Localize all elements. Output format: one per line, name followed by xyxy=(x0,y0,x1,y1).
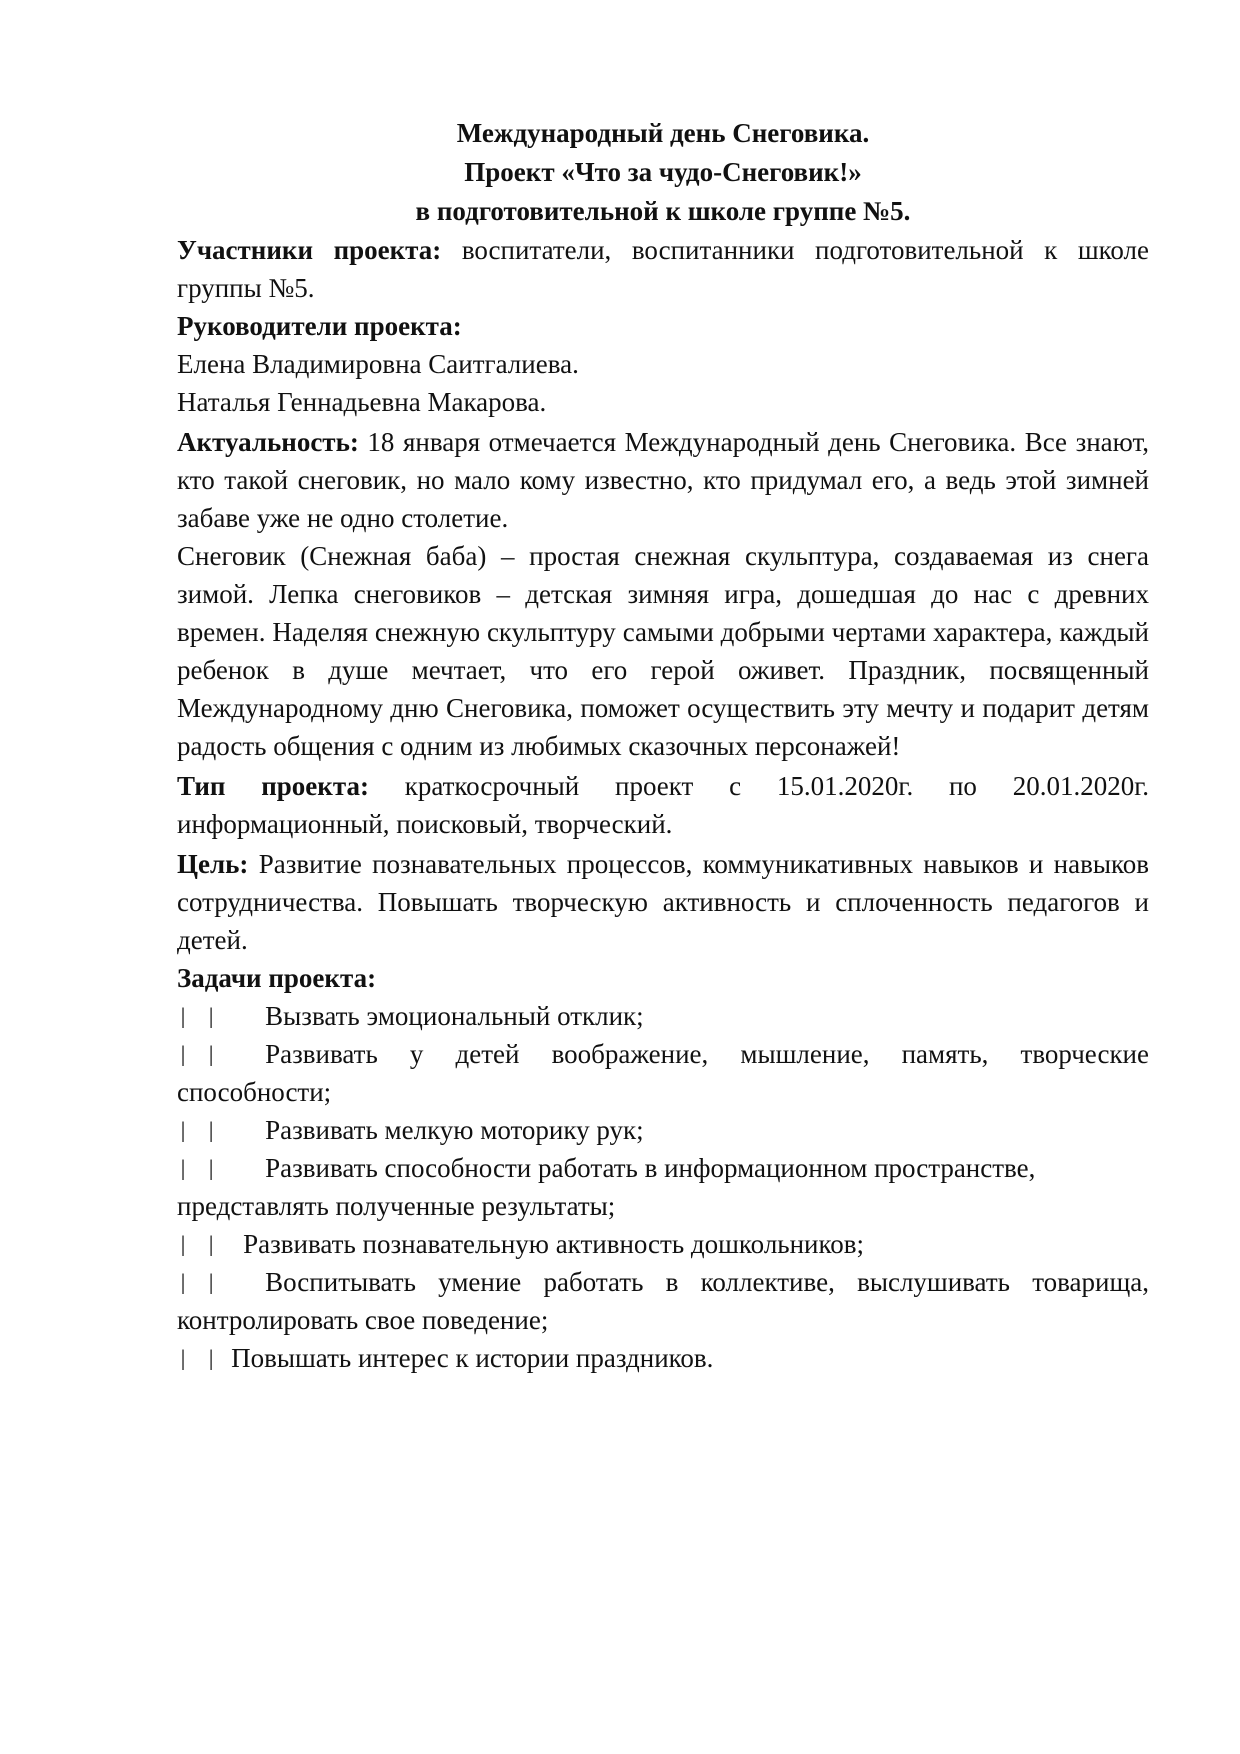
task-text: Развивать познавательную активность дошкольников; xyxy=(243,1229,865,1259)
snowman-description-paragraph: Снеговик (Снежная баба) – простая снежная скульптура, создаваемая из снега зимой. Лепка снеговиков – детская зимняя игра, дошедшая до нас с древних времен. Наделяя снежную скульптуру самыми добрыми чертами характера, каждый ребенок в душе мечтает, что его герой оживет. Праздник, посвященный Международному дню Снеговика, поможет осуществить эту мечту и подарит детям радость общения с одним из любимых сказочных персонажей! xyxy=(177,541,1149,761)
participants-paragraph xyxy=(177,231,1149,307)
task-item xyxy=(177,1149,1149,1225)
bullet-icon: | | xyxy=(177,1346,220,1370)
project-type-paragraph xyxy=(177,767,1149,843)
task-text: Развивать у детей воображение, мышление, память, творческие способности; xyxy=(177,1039,1149,1107)
goal-label: Цель: xyxy=(177,849,249,879)
goal-paragraph xyxy=(177,845,1149,959)
tasks-heading: Задачи проекта: xyxy=(177,963,377,993)
leader-name-1: Елена Владимировна Саитгалиева. xyxy=(177,349,579,379)
project-type-label: Тип проекта: xyxy=(177,771,369,801)
task-text: Развивать мелкую моторику рук; xyxy=(265,1115,644,1145)
relevance-paragraph xyxy=(177,423,1149,537)
participants-text: воспитатели, воспитанники подготовительной к школе группы №5. xyxy=(177,235,1149,303)
bullet-icon: | | xyxy=(177,1156,220,1180)
bullet-icon: | | xyxy=(177,1232,220,1256)
bullet-icon: | | xyxy=(177,1270,220,1294)
title-line-3: в подготовительной к школе группе №5. xyxy=(415,196,911,226)
task-item xyxy=(177,1263,1149,1339)
task-item xyxy=(177,1111,1149,1149)
goal-text: Развитие познавательных процессов, коммуникативных навыков и навыков сотрудничества. Повышать творческую активность и сплоченность педагогов и детей. xyxy=(177,849,1149,955)
document-title xyxy=(177,114,1149,231)
bullet-icon: | | xyxy=(177,1118,220,1142)
task-item xyxy=(177,1035,1149,1111)
task-item xyxy=(177,1225,1149,1263)
task-item xyxy=(177,1339,1149,1377)
relevance-label: Актуальность: xyxy=(177,427,359,457)
leader-name-2: Наталья Геннадьевна Макарова. xyxy=(177,387,547,417)
title-line-2: Проект «Что за чудо-Снеговик!» xyxy=(464,157,862,187)
title-line-1: Международный день Снеговика. xyxy=(456,118,870,148)
task-text: Воспитывать умение работать в коллективе, выслушивать товарища, контролировать свое поведение; xyxy=(177,1267,1149,1335)
leaders-heading: Руководители проекта: xyxy=(177,311,462,341)
task-item xyxy=(177,997,1149,1035)
task-text: Вызвать эмоциональный отклик; xyxy=(265,1001,644,1031)
project-type-text: краткосрочный проект с 15.01.2020г. по 20.01.2020г. информационный, поисковый, творческий. xyxy=(177,771,1149,839)
bullet-icon: | | xyxy=(177,1042,220,1066)
bullet-icon: | | xyxy=(177,1004,220,1028)
task-text: Повышать интерес к истории праздников. xyxy=(231,1343,714,1373)
relevance-text: 18 января отмечается Международный день Снеговика. Все знают, кто такой снеговик, но мало кому известно, кто придумал его, а ведь этой зимней забаве уже не одно столетие. xyxy=(177,427,1149,533)
task-text: Развивать способности работать в информационном пространстве, представлять полученные результаты; xyxy=(177,1153,1036,1221)
document-body xyxy=(177,114,1149,1377)
participants-label: Участники проекта: xyxy=(177,235,442,265)
